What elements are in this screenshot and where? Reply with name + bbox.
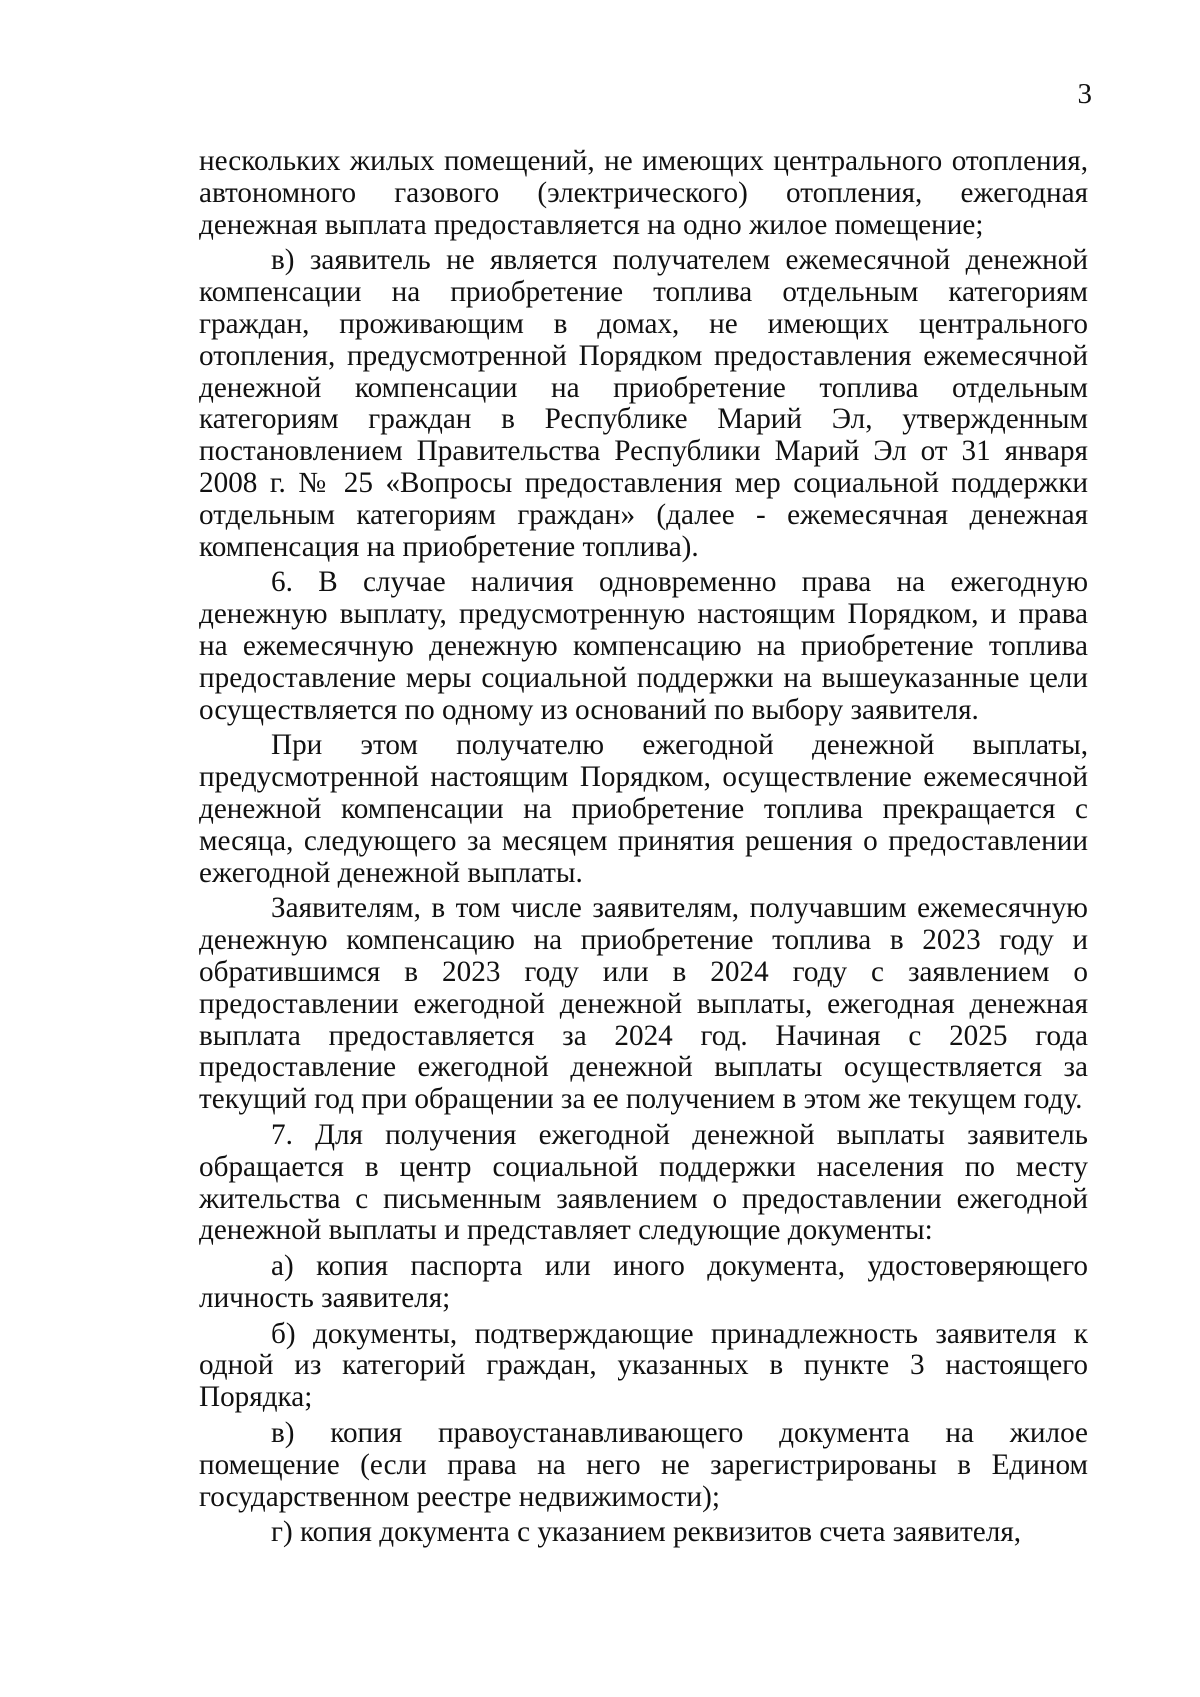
paragraph-subitem-v: в) заявитель не является получателем ежемесячной денежной компенсации на приобретение топлива отдельным категориям граждан, проживающим в домах, не имеющих центрального отопления, предусмотренной Порядком предоставления ежемесячной денежной компенсации на приобретение топлива отдельным категориям граждан в Республике Марий Эл, утвержденным постановлением Правительства Республики Марий Эл от 31 января 2008 г. № 25 «Вопросы предоставления мер социальной поддержки отдельным категориям граждан» (далее - ежемесячная денежная компенсация на приобретение топлива). [199,244,1088,563]
paragraph-subitem-b: б) документы, подтверждающие принадлежность заявителя к одной из категорий граждан, указанных в пункте 3 настоящего Порядка; [199,1317,1088,1414]
paragraph-continuation: нескольких жилых помещений, не имеющих центрального отопления, автономного газового (электрического) отопления, ежегодная денежная выплата предоставляется на одно жилое помещение; [199,145,1088,241]
document-body [199,146,1088,1553]
page-number: 3 [1077,78,1092,110]
paragraph-subitem-v2: в) копия правоустанавливающего документа на жилое помещение (если права на него не зарегистрированы в Едином государственном реестре недвижимости); [199,1417,1088,1513]
paragraph-subitem-g: г) копия документа с указанием реквизитов счета заявителя, [271,1516,1022,1549]
paragraph-item-6-note: При этом получателю ежегодной денежной выплаты, предусмотренной настоящим Порядком, осуществление ежемесячной денежной компенсации на приобретение топлива прекращается с месяца, следующего за месяцем принятия решения о предоставлении ежегодной денежной выплаты. [199,729,1088,889]
paragraph-applicants: Заявителям, в том числе заявителям, получавшим ежемесячную денежную компенсацию на приобретение топлива в 2023 году и обратившимся в 2023 году или в 2024 году с заявлением о предоставлении ежегодной денежной выплаты, ежегодная денежная выплата предоставляется за 2024 год. Начиная с 2025 года предоставление ежегодной денежной выплаты осуществляется за текущий год при обращении за ее получением в этом же текущем году. [199,892,1088,1116]
paragraph-item-7: 7. Для получения ежегодной денежной выплаты заявитель обращается в центр социальной поддержки населения по месту жительства с письменным заявлением о предоставлении ежегодной денежной выплаты и представляет следующие документы: [199,1118,1088,1247]
paragraph-subitem-a: а) копия паспорта или иного документа, удостоверяющего личность заявителя; [199,1250,1088,1314]
paragraph-item-6: 6. В случае наличия одновременно права на ежегодную денежную выплату, предусмотренную настоящим Порядком, и права на ежемесячную денежную компенсацию на приобретение топлива предоставление меры социальной поддержки на вышеуказанные цели осуществляется по одному из оснований по выбору заявителя. [199,566,1088,726]
